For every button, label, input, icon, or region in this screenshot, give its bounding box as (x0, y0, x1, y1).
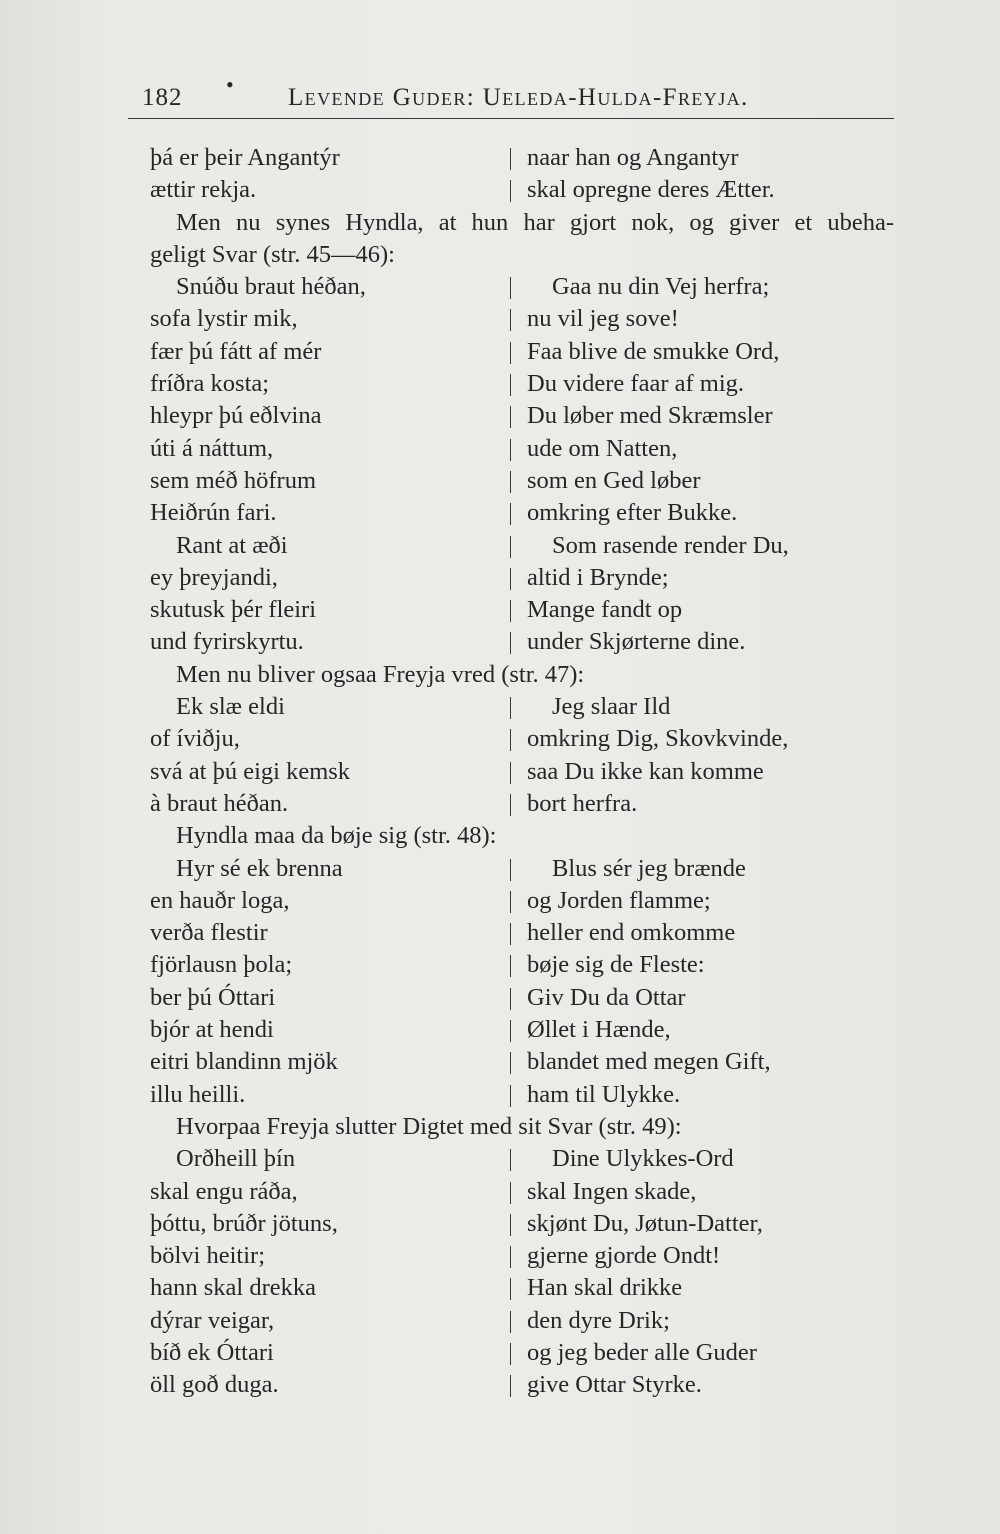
old-norse-verse: sem méð höfrum (150, 466, 317, 494)
verse-line (0, 1337, 1000, 1369)
column-divider (510, 1311, 511, 1333)
verse-line (0, 1079, 1000, 1111)
danish-translation: Du videre faar af mig. (527, 370, 744, 398)
old-norse-verse: hleypr þú eðlvina (150, 402, 322, 430)
column-divider (510, 891, 511, 913)
old-norse-verse: þá er þeir Angantýr (150, 144, 340, 171)
old-norse-verse: bíð ek Óttari (150, 1338, 274, 1366)
verse-line (0, 594, 1000, 626)
old-norse-verse: bölvi heitir; (150, 1242, 265, 1270)
column-divider (510, 859, 511, 881)
old-norse-verse: fjörlausn þola; (150, 951, 293, 979)
danish-translation: Han skal drikke (527, 1274, 683, 1302)
danish-translation: Jeg slaar Ild (552, 693, 671, 721)
danish-translation: blandet med megen Gift, (527, 1048, 771, 1076)
verse-line (0, 1272, 1000, 1304)
verse-line (0, 1176, 1000, 1208)
verse-line (0, 1143, 1000, 1175)
column-divider (510, 277, 511, 299)
danish-translation: Mange fandt op (527, 596, 683, 624)
danish-translation: og Jorden flamme; (527, 886, 711, 914)
column-divider (510, 342, 511, 364)
page-body (0, 142, 1000, 1402)
verse-line (0, 530, 1000, 562)
old-norse-verse: Rant at æði (176, 531, 288, 559)
column-divider (510, 1278, 511, 1300)
verse-line (0, 400, 1000, 432)
verse-line (0, 917, 1000, 949)
old-norse-verse: verða flestir (150, 919, 268, 947)
danish-translation: skal opregne deres Ætter. (527, 176, 775, 204)
danish-translation: give Ottar Styrke. (527, 1371, 702, 1399)
column-divider (510, 1052, 511, 1074)
old-norse-verse: sofa lystir mik, (150, 305, 298, 333)
column-divider (510, 1375, 511, 1397)
old-norse-verse: Hyr sé ek brenna (176, 854, 343, 882)
verse-line (0, 271, 1000, 303)
verse-line (0, 626, 1000, 658)
danish-translation: gjerne gjorde Ondt! (527, 1242, 721, 1270)
old-norse-verse: skal engu ráða, (150, 1177, 298, 1205)
prose-text: Men nu synes Hyndla, at hun har gjort nok, og giver et ubeha- (176, 208, 894, 236)
prose-text: Men nu bliver ogsaa Freyja vred (str. 47): (176, 660, 585, 688)
column-divider (510, 632, 511, 654)
danish-translation: Du løber med Skræmsler (527, 402, 773, 430)
danish-translation: som en Ged løber (527, 466, 701, 494)
column-divider (510, 180, 511, 202)
column-divider (510, 729, 511, 751)
column-divider (510, 988, 511, 1010)
danish-translation: naar han og Angantyr (527, 144, 739, 171)
old-norse-verse: þóttu, brúðr jötuns, (150, 1209, 338, 1237)
old-norse-verse: à braut héðan. (150, 789, 289, 817)
danish-translation: Gaa nu din Vej herfra; (552, 273, 770, 301)
verse-line (0, 1240, 1000, 1272)
verse-line (0, 465, 1000, 497)
verse-line (0, 142, 1000, 174)
verse-line (0, 1369, 1000, 1401)
column-divider (510, 697, 511, 719)
verse-line (0, 1208, 1000, 1240)
verse-line (0, 853, 1000, 885)
column-divider (510, 1214, 511, 1236)
prose-line (0, 1111, 1000, 1143)
danish-translation: heller end omkomme (527, 919, 736, 947)
column-divider (510, 794, 511, 816)
danish-translation: ham til Ulykke. (527, 1080, 681, 1108)
prose-line (0, 239, 1000, 271)
verse-line (0, 756, 1000, 788)
old-norse-verse: fær þú fátt af mér (150, 337, 322, 365)
verse-line (0, 723, 1000, 755)
old-norse-verse: úti á náttum, (150, 434, 274, 462)
column-divider (510, 1246, 511, 1268)
old-norse-verse: Heiðrún fari. (150, 499, 277, 527)
old-norse-verse: fríðra kosta; (150, 370, 270, 398)
danish-translation: og jeg beder alle Guder (527, 1338, 757, 1366)
danish-translation: Giv Du da Ottar (527, 983, 686, 1011)
column-divider (510, 1343, 511, 1365)
old-norse-verse: skutusk þér fleiri (150, 596, 317, 624)
column-divider (510, 762, 511, 784)
verse-line (0, 368, 1000, 400)
old-norse-verse: Ek slæ eldi (176, 693, 285, 721)
column-divider (510, 568, 511, 590)
header-dot: • (226, 72, 234, 97)
verse-line (0, 1014, 1000, 1046)
danish-translation: Dine Ulykkes-Ord (552, 1145, 734, 1173)
verse-line (0, 336, 1000, 368)
old-norse-verse: bjór at hendi (150, 1016, 274, 1044)
old-norse-verse: ættir rekja. (150, 176, 257, 204)
old-norse-verse: eitri blandinn mjök (150, 1048, 338, 1076)
old-norse-verse: öll goð duga. (150, 1371, 279, 1399)
danish-translation: Blus sér jeg brænde (552, 854, 746, 882)
prose-line (0, 207, 1000, 239)
column-divider (510, 374, 511, 396)
column-divider (510, 1149, 511, 1171)
page-number: 182 (142, 84, 183, 111)
verse-line (0, 788, 1000, 820)
old-norse-verse: en hauðr loga, (150, 886, 290, 914)
danish-translation: omkring Dig, Skovkvinde, (527, 725, 789, 753)
prose-line (0, 820, 1000, 852)
column-divider (510, 536, 511, 558)
verse-line (0, 885, 1000, 917)
old-norse-verse: Snúðu braut héðan, (176, 273, 366, 301)
old-norse-verse: ey þreyjandi, (150, 563, 278, 591)
danish-translation: bøje sig de Fleste: (527, 951, 705, 979)
danish-translation: nu vil jeg sove! (527, 305, 679, 333)
column-divider (510, 1020, 511, 1042)
danish-translation: Faa blive de smukke Ord, (527, 337, 780, 365)
column-divider (510, 439, 511, 461)
danish-translation: skal Ingen skade, (527, 1177, 697, 1205)
column-divider (510, 406, 511, 428)
old-norse-verse: hann skal drekka (150, 1274, 316, 1302)
verse-line (0, 1305, 1000, 1337)
column-divider (510, 1182, 511, 1204)
old-norse-verse: svá at þú eigi kemsk (150, 757, 351, 785)
column-divider (510, 923, 511, 945)
column-divider (510, 309, 511, 331)
old-norse-verse: illu heilli. (150, 1080, 246, 1108)
verse-line (0, 303, 1000, 335)
old-norse-verse: und fyrirskyrtu. (150, 628, 304, 656)
danish-translation: omkring efter Bukke. (527, 499, 738, 527)
column-divider (510, 1085, 511, 1107)
column-divider (510, 600, 511, 622)
danish-translation: saa Du ikke kan komme (527, 757, 764, 785)
prose-text: Hyndla maa da bøje sig (str. 48): (176, 822, 497, 850)
verse-line (0, 174, 1000, 206)
old-norse-verse: Orðheill þín (176, 1145, 296, 1173)
column-divider (510, 503, 511, 525)
column-divider (510, 148, 511, 170)
danish-translation: under Skjørterne dine. (527, 628, 746, 656)
prose-text: geligt Svar (str. 45—46): (150, 240, 395, 268)
old-norse-verse: dýrar veigar, (150, 1306, 275, 1334)
verse-line (0, 949, 1000, 981)
danish-translation: Som rasende render Du, (552, 531, 789, 559)
column-divider (510, 471, 511, 493)
danish-translation: altid i Brynde; (527, 563, 669, 591)
danish-translation: den dyre Drik; (527, 1306, 670, 1334)
prose-text: Hvorpaa Freyja slutter Digtet med sit Svar (str. 49): (176, 1112, 682, 1140)
verse-line (0, 497, 1000, 529)
verse-line (0, 691, 1000, 723)
danish-translation: skjønt Du, Jøtun-Datter, (527, 1209, 763, 1237)
old-norse-verse: of íviðju, (150, 725, 240, 753)
danish-translation: Øllet i Hænde, (527, 1016, 671, 1044)
verse-line (0, 982, 1000, 1014)
verse-line (0, 1046, 1000, 1078)
danish-translation: bort herfra. (527, 789, 638, 817)
page-header (128, 72, 894, 119)
verse-line (0, 433, 1000, 465)
verse-line (0, 562, 1000, 594)
prose-line (0, 659, 1000, 691)
danish-translation: ude om Natten, (527, 434, 678, 462)
running-title: Levende Guder: Ueleda-Hulda-Freyja. (288, 84, 749, 111)
column-divider (510, 955, 511, 977)
old-norse-verse: ber þú Óttari (150, 983, 276, 1011)
